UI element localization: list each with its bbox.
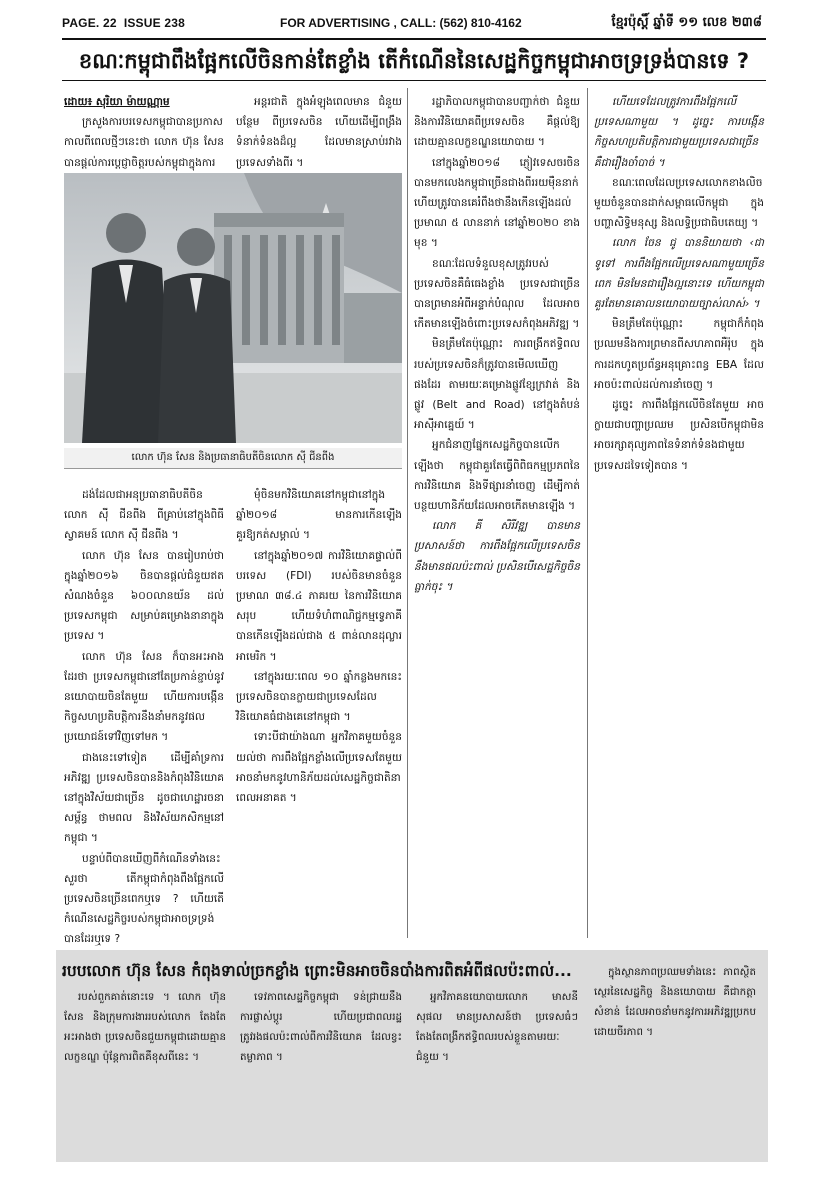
column-divider — [407, 88, 408, 938]
article-column-3 — [414, 92, 580, 937]
article-paragraph: ដូច្នេះ ការពឹងផ្អែកលើចិនតែមួយ អាចក្លាយជាបញ្ហាប្រឈម ប្រសិនបើកម្ពុជាមិនអាចរក្សាតុល្យភាពនៃទំនាក់ទំនងជាមួយប្រទេសដទៃទៀតបាន ។ — [594, 399, 764, 472]
byline: ដោយ៖ សុរិយា ម៉ាយណ្ណាម — [64, 96, 170, 108]
article-quote: លោក គី សិរីវឌ្ឍ បានមានប្រសាសន៍ថា ការពឹងផ្អែកលើប្រទេសចិននឹងមានផលប៉ះពាល់ ប្រសិនបើសេដ្ឋកិច្ចចិនធ្លាក់ចុះ ។ — [414, 520, 580, 593]
article-paragraph: បន្ទាប់ពីបានឃើញពីកំណើនទាំងនេះ សួរថា តើកម្ពុជាកំពុងពឹងផ្អែកលើប្រទេសចិនច្រើនពេកឬទេ ? ហើយតើកំណើនសេដ្ឋកិច្ចរបស់កម្ពុជាអាចទ្រទ្រង់បានដែរឬទេ ? — [64, 852, 224, 946]
headline: ខណៈកម្ពុជាពឹងផ្អែកលើចិនកាន់តែខ្លាំង តើកំណើននៃសេដ្ឋកិច្ចកម្ពុជាអាចទ្រទ្រង់បានទេ ? — [78, 49, 750, 73]
page-issue-label: PAGE. 22 ISSUE 238 — [62, 16, 185, 30]
article-paragraph: អ្នកជំនាញផ្នែកសេដ្ឋកិច្ចបានលើកឡើងថា កម្ពុជាគួរតែធ្វើពិពិធកម្មប្រភពនៃការវិនិយោគ និងទីផ្សារនាំចេញ ដើម្បីកាត់បន្ថយហានិភ័យដែលអាចកើតមានឡើង ។ — [414, 439, 580, 513]
article-quote: លោក ចែន ជូ បាននិយាយថា ‹ជាទូទៅ ការពឹងផ្អែកលើប្រទេសណាមួយច្រើនពេក មិនមែនជារឿងល្អនោះទេ ហើយកម្ពុជាគួរតែមានគោលនយោបាយច្បាស់លាស់› ។ — [594, 237, 764, 311]
article-paragraph: លោក ហ៊ុន សែន ក៏បានអះអាងដែរថា ប្រទេសកម្ពុជានៅតែប្រកាន់ខ្ជាប់នូវនយោបាយចិនតែមួយ ហើយការបង្កើនកិច្ចសហប្រតិបត្តិការនឹងនាំមកនូវផលប្រយោជន៍ទៅវិញទៅមក ។ — [64, 650, 224, 744]
sidebar-column-4 — [594, 962, 756, 1157]
leaders-photo — [64, 173, 402, 443]
article-column-1-top — [64, 92, 224, 180]
sidebar-title: របបលោក ហ៊ុន សែន កំពុងទាល់ច្រកខ្លាំង ព្រោះមិនអាចចិនបាំងការពិតអំពីផលប៉ះពាល់... — [62, 962, 572, 980]
sidebar-paragraph: របស់ពួកគាត់នោះទេ ។ លោក ហ៊ុន សែន និងក្រុមការងាររបស់លោក តែងតែអះអាងថា ប្រទេសចិនជួយកម្ពុជាដោយគ្មានលក្ខខណ្ឌ ប៉ុន្តែការពិតគឺខុសពីនេះ ។ — [64, 991, 226, 1063]
sidebar-column-1 — [64, 987, 226, 1157]
column-divider — [587, 88, 588, 938]
article-paragraph: មិនត្រឹមតែប៉ុណ្ណោះ ការពង្រីកឥទ្ធិពលរបស់ប្រទេសចិនក៏ត្រូវបានមើលឃើញផងដែរ តាមរយៈគម្រោងផ្លូវខ្សែក្រវាត់ និងផ្លូវ (Belt and Road) នៅក្នុងតំបន់អាស៊ីអាគ្នេយ៍ ។ — [414, 338, 580, 432]
article-paragraph: អន្តរជាតិ ក្នុងអំឡុងពេលមាន ជំនួយបន្ថែម ពីប្រទេសចិន ហើយដើម្បីពង្រឹង ទំនាក់ទំនងដ៏ល្អ ដែលមានស្រាប់រវាងប្រទេសទាំងពីរ ។ — [236, 96, 402, 169]
article-column-1 — [64, 485, 224, 946]
article-paragraph: ខណៈពេលដែលប្រទេសលោកខាងលិចមួយចំនួនបានដាក់សម្ពាធលើកម្ពុជា ក្នុងបញ្ហាសិទ្ធិមនុស្ស និងលទ្ធិប្រជាធិបតេយ្យ ។ — [594, 176, 764, 230]
article-paragraph: មុំចិនមកវិនិយោគនៅកម្ពុជានៅក្នុងឆ្នាំ២០១៨ មានការកើនឡើងគួរឱ្យកត់សម្គាល់ ។ — [236, 489, 402, 542]
sidebar-paragraph: ទេវភាពសេដ្ឋកិច្ចកម្ពុជា ទន់ជ្រាយនឹងការផ្លាស់ប្ដូរ ហើយប្រជាពលរដ្ឋ ត្រូវរងផលប៉ះពាល់ពីការវិនិយោគ ដែលខ្វះតម្លាភាព ។ — [240, 991, 402, 1063]
article-paragraph: ជាងនេះទៅទៀត ដើម្បីគាំទ្រការអភិវឌ្ឍ ប្រទេសចិនបាននិងកំពុងវិនិយោគនៅក្នុងវិស័យជាច្រើន ដូចជាហេដ្ឋារចនាសម្ព័ន្ធ ថាមពល និងវិស័យកសិកម្មនៅកម្ពុជា ។ — [64, 751, 224, 845]
article-paragraph: ទោះបីជាយ៉ាងណា អ្នកវិភាគមួយចំនួនយល់ថា ការពឹងផ្អែកខ្លាំងលើប្រទេសតែមួយ អាចនាំមកនូវហានិភ័យដល់សេដ្ឋកិច្ចជាតិនាពេលអនាគត ។ — [236, 731, 402, 805]
sidebar-column-3 — [416, 987, 578, 1157]
article-paragraph: ខណៈដែលទំនួលខុសត្រូវរបស់ប្រទេសចិនគឺធំធេងខ្លាំង ប្រទេសជាច្រើនបានព្រមានអំពីអន្ទាក់បំណុល ដែលអាចកើតមានឡើងចំពោះប្រទេសកំពុងអភិវឌ្ឍ ។ — [414, 257, 580, 331]
headline-rule — [62, 80, 766, 81]
article-paragraph: រដ្ឋាភិបាលកម្ពុជាបានបញ្ជាក់ថា ជំនួយ និងការវិនិយោគពីប្រទេសចិន គឺផ្ដល់ឱ្យដោយគ្មានលក្ខខណ្ឌនយោបាយ ។ — [414, 96, 580, 149]
article-column-4 — [594, 92, 764, 937]
article-paragraph: ដង់ដែលជាអនុប្រធានាធិបតីចិនលោក ស៊ី ជីនពីង ពីគ្រាប់នៅក្នុងពិធីស្វាគមន៍ លោក ស៊ី ជីនពីង ។ — [64, 489, 224, 542]
article-paragraph: នៅក្នុងឆ្នាំ២០១៨ ភ្ញៀវទេសចរចិនបានមកលេងកម្ពុជាច្រើនជាងពីររយម៉ឺននាក់ ហើយត្រូវបានគេរំពឹងថានឹងកើនឡើងដល់ប្រមាណ ៥ លាននាក់ នៅឆ្នាំ២០២០ ខាងមុខ ។ — [414, 156, 580, 250]
article-column-2 — [236, 485, 402, 937]
photo-illustration — [64, 173, 402, 443]
photo-caption: លោក ហ៊ុន សែន និងប្រធានាធិបតីចិនលោក ស៊ី ជីនពីង — [64, 448, 402, 469]
article-paragraph: ក្រសួងការបរទេសកម្ពុជាបានប្រកាសកាលពីពេលថ្មីៗនេះថា លោក ហ៊ុន សែន បានផ្ដល់ការប្ដេជ្ញាចិត្ដរបស់កម្ពុជាក្នុងការ — [64, 116, 224, 169]
sidebar-paragraph: ក្នុងស្ថានភាពប្រឈមទាំងនេះ ភាពស្ថិតស្ថេរនៃសេដ្ឋកិច្ច និងនយោបាយ គឺជាកត្តាសំខាន់ ដែលអាចនាំមកនូវការអភិវឌ្ឍប្រកបដោយចីរភាព ។ — [594, 966, 756, 1038]
sidebar-paragraph: អ្នកវិភាគនយោបាយលោក មាសនី សុផល មានប្រសាសន៍ថា ប្រទេសធំៗ តែងតែពង្រីកឥទ្ធិពលរបស់ខ្លួនតាមរយៈជំនួយ ។ — [416, 991, 578, 1063]
page-header — [62, 13, 762, 37]
article-column-2-top — [236, 92, 402, 180]
article-paragraph: លោក ហ៊ុន សែន បានរៀបរាប់ថា ក្នុងឆ្នាំ២០១៦ ចិនបានផ្ដល់ជំនួយឥតសំណងចំនួន ៦០០លានយ័ន ដល់ប្រទេសកម្ពុជា សម្រាប់គម្រោងនានាក្នុងប្រទេស ។ — [64, 549, 224, 643]
masthead: ខ្មែរប៉ុស្តិ៍ ឆ្នាំទី ១១ លេខ ២៣៨ — [611, 15, 762, 30]
article-paragraph: នៅក្នុងរយៈពេល ១០ ឆ្នាំកន្លងមកនេះ ប្រទេសចិនបានក្លាយជាប្រទេសដែលវិនិយោគធំជាងគេនៅកម្ពុជា ។ — [236, 670, 402, 724]
article-paragraph: នៅក្នុងឆ្នាំ២០១៧ ការវិនិយោគផ្ទាល់ពីបរទេស (FDI) របស់ចិនមានចំនួនប្រមាណ ៣៨.៤ ភាគរយ នៃការវិនិយោគសរុប ហើយទំហំពាណិជ្ជកម្មទ្វេភាគីបានកើនឡើងដល់ជាង ៥ ពាន់លានដុល្លារអាមេរិក ។ — [236, 549, 402, 663]
sidebar-column-2 — [240, 987, 402, 1157]
article-paragraph: មិនត្រឹមតែប៉ុណ្ណោះ កម្ពុជាក៏កំពុងប្រឈមនឹងការព្រមានពីសហភាពអឺរ៉ុប ក្នុងការដកហូតប្រព័ន្ធអនុគ្រោះពន្ធ EBA ដែលអាចប៉ះពាល់ដល់ការនាំចេញ ។ — [594, 318, 764, 391]
advertising-contact: FOR ADVERTISING , CALL: (562) 810-4162 — [280, 16, 522, 30]
article-quote: ហើយទេដែលត្រូវការពឹងផ្អែកលើប្រទេសណាមួយ ។ ដូច្នេះ ការបង្កើនកិច្ចសហប្រតិបត្តិការជាមួយប្រទេសជាច្រើន គឺជារឿងចាំបាច់ ។ — [594, 96, 764, 169]
header-rule — [62, 38, 766, 40]
